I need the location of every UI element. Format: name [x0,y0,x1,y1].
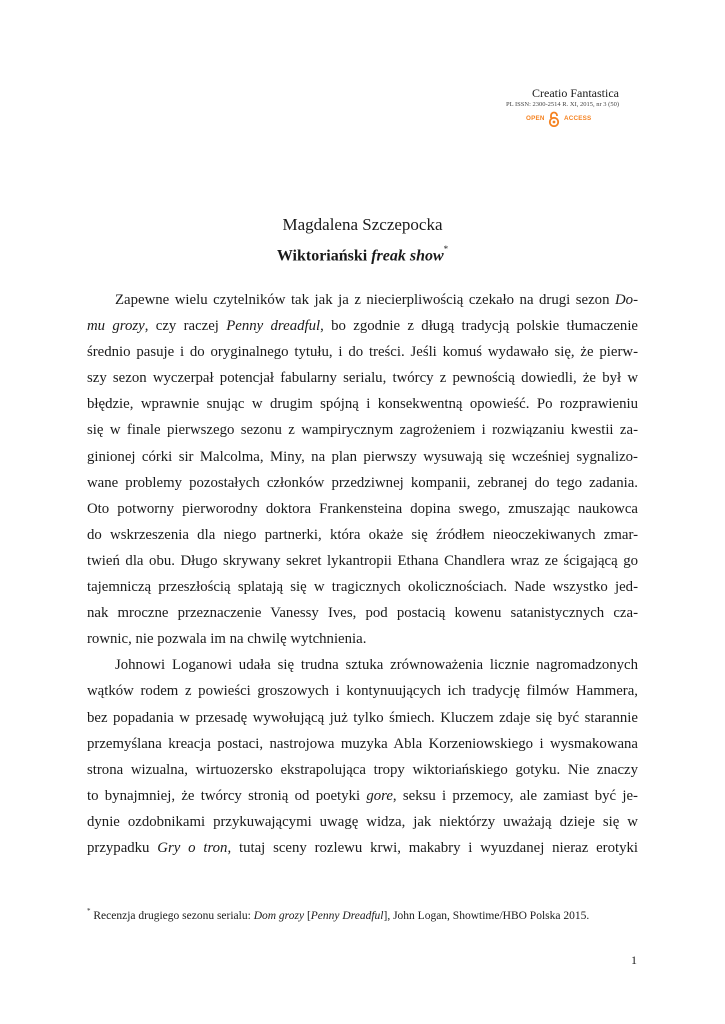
text-line [87,522,638,548]
page-number: 1 [631,953,637,967]
text-segment: , bo zgodnie z długą tradycją polskie tłumaczenie [320,318,638,335]
title-italic: freak show [371,247,444,265]
text-segment: ], John Logan, Showtime/HBO Polska 2015. [383,909,590,922]
text-segment: , czy raczej [144,318,227,335]
text-segment: wątków rodem z powieści groszowych i kontynuujących ich tradycję filmów Hammera, [87,683,638,700]
text-segment: ginionej córki sir Malcolma, Miny, na plan pierwszy wysuwają się wcześniej sygnalizo- [87,448,638,465]
text-line [87,757,638,783]
text-line [87,313,638,339]
open-access-access-label: ACCESS [564,115,592,122]
text-line [87,652,638,678]
article-author: Magdalena Szczepocka [282,215,443,234]
paragraph-1 [87,287,638,652]
text-segment: Johnowi Loganowi udała się trudna sztuka zrównoważenia licznie nagromadzonych [115,657,638,674]
text-line [87,705,638,731]
text-line [87,731,638,757]
text-segment: twień dla obu. Długo skrywany sekret lykantropii Ethana Chandlera wraz ze ścigającą go [87,552,638,569]
text-segment: Penny dreadful [226,318,321,335]
footnote-mark: * [87,907,91,915]
text-segment: [ [304,909,311,922]
text-segment: nak mroczne przeznaczenie Vanessy Ives, pod postacią kowenu satanistycznych cza- [87,605,638,622]
text-segment: Dom grozy [253,909,305,922]
text-line [87,835,638,861]
text-segment: szy sezon wyczerpał potencjał fabularny serialu, twórcy z pewnością dowiedli, że był w [87,370,638,387]
text-segment: Do- [614,292,638,308]
title-plain: Wiktoriański [276,247,372,265]
article-body [87,287,638,861]
text-segment: Oto potworny pierworodny doktora Frankensteina dopina swego, zmuszając naukowca [87,500,638,517]
article-title [0,246,725,265]
text-line [87,444,638,470]
text-segment: rownic, nie pozwala im na chwilę wytchnienia. [87,631,367,648]
text-line [87,287,638,313]
text-line [87,678,638,704]
journal-header [459,86,619,109]
text-segment: dynie ozdobnikami przykuwającymi uwagę widza, jak niektórzy uważają dzieje się w [87,813,638,830]
text-segment: Penny Dreadful [310,909,384,922]
text-segment: Zapewne wielu czytelników tak jak ja z niecierpliwością czekało na drugi sezon [115,292,615,308]
text-segment: Gry o tron [157,839,228,856]
text-line [87,574,638,600]
text-line [87,548,638,574]
text-segment: , seksu i przemocy, ale zamiast być je- [392,787,638,804]
text-segment: Recenzja drugiego sezonu serialu: [90,909,254,922]
text-segment: się w finale pierwszego sezonu z wampirycznym zagrożeniem i rozwiązaniu kwestii za- [87,422,638,439]
open-access-logo[interactable] [524,111,596,127]
text-segment: bez popadania w przesadę wywołującą już tylko śmiech. Kluczem zdaje się być starannie [87,709,638,726]
text-line [87,391,638,417]
footnote-text [91,910,590,922]
text-segment: mu grozy [87,318,145,335]
text-segment: gore [366,787,393,804]
paragraph-2 [87,652,638,861]
journal-issn: PL ISSN: 2300-2514 R. XI, 2015, nr 3 (50) [506,101,619,108]
text-segment: do wskrzeszenia dla niego partnerki, która okaże się źródłem nieoczekiwanych zmar- [87,526,638,543]
text-segment: przypadku [87,839,158,856]
text-line [87,600,638,626]
text-segment: wane problemy pozostałych członków przedziwnej kompanii, zebranej do tego zadania. [87,474,638,491]
text-segment: tajemniczą przeszłością splatają się w tragicznych okolicznościach. Nade wszystko jed- [87,579,638,596]
text-line [87,470,638,496]
text-line [87,809,638,835]
text-line [87,783,638,809]
text-line [87,626,638,652]
text-segment: przemyślana kreacja postaci, nastrojowa muzyka Abla Korzeniowskiego i wysmakowana [87,735,638,752]
title-footnote-mark[interactable]: * [443,244,449,254]
text-line [87,365,638,391]
footnote [87,905,647,924]
open-access-open-label: OPEN [526,115,545,122]
text-line [87,339,638,365]
text-line [87,496,638,522]
text-segment: , tutaj sceny rozlewu krwi, makabry i wyuzdanej nieraz erotyki [227,839,639,856]
text-segment: błędzie, wprawnie snując w drugim spójną i konsekwentną opowieść. Po rozprawieniu [87,396,638,413]
text-line [87,417,638,443]
text-segment: strona wizualna, wirtuozersko ekstrapolująca tropy wiktoriańskiego gotyku. Nie znaczy [87,761,638,778]
journal-name: Creatio Fantastica [532,86,619,100]
text-segment: średnio pasuje i do oryginalnego tytułu, i do treści. Jeśli komuś wydawało się, że pierw- [87,344,638,361]
text-segment: to bynajmniej, że twórcy stronią od poetyki [87,787,367,804]
open-access-lock-icon [548,111,560,127]
